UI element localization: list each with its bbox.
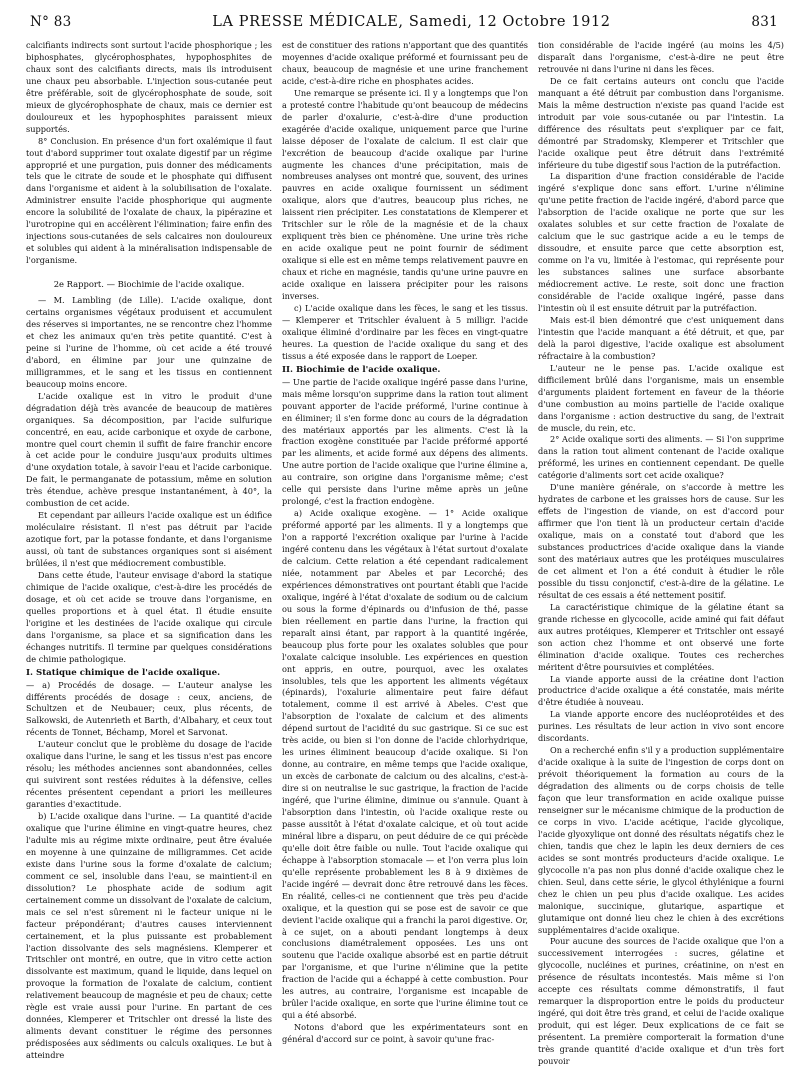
paragraph: Et cependant par ailleurs l'acide oxalique est un édifice moléculaire résistant. Il n'est pas détruit par l'acide azotique fort, par la potasse fondante, et dans l'organisme aussi, où tant de substances organiques sont si aisément brûlées, il n'est que médiocrement combustible. bbox=[26, 510, 272, 569]
journal-title-date: LA PRESSE MÉDICALE, Samedi, 12 Octobre 1912 bbox=[212, 14, 611, 30]
paragraph: tion considérable de l'acide ingéré (au moins les 4/5) disparaît dans l'organisme, c'est-à-dire ne peut être retrouvée ni dans l'urine ni dans les fèces. bbox=[538, 40, 784, 74]
paragraph: On a recherché enfin s'il y a production supplémentaire d'acide oxalique à la suite de l'ingestion de corps dont on prévoit théoriquement la formation au cours de la dégradation des aliments ou de corps choisis de telle façon que leur transformation en acide oxalique puisse renseigner sur le mécanisme chimique de la production de ce corps in vivo. L'acide acétique, l'acide glycolique, l'acide glyoxylique ont donné des résultats négatifs chez le chien, tandis que chez le lapin les deux derniers de ces acides se sont montrés producteurs d'acide oxalique. Le glycocolle n'a pas non plus donné d'acide oxalique chez le chien. Seul, dans cette série, le glycol éthylénique a fourni chez le chien un peu plus d'acide oxalique. Les acides malonique, succinique, glutarique, aspartique et glutamique ont donné lieu chez le chien à des excrétions supplémentaires d'acide oxalique. bbox=[538, 745, 784, 935]
section-title: 2e Rapport. — Biochimie de l'acide oxalique. bbox=[53, 279, 245, 290]
column-3 bbox=[538, 40, 784, 1075]
paragraph: — M. Lambling (de Lille). L'acide oxalique, dont certains organismes végétaux produisent et accumulent des réserves si importantes, ne se rencontre chez l'homme et chez les animaux qu'en très petite quantité. C'est à peine si l'urine de l'homme, où cet acide a été trouvé d'abord, en élimine par jour une quinzaine de milligrammes, et le sang et les tissus en contiennent beaucoup moins encore. bbox=[26, 295, 272, 389]
paragraph: 2° Acide oxalique sorti des aliments. — Si l'on supprime dans la ration tout aliment contenant de l'acide oxalique préformé, les urines en contiennent cependant. De quelle catégorie d'aliments sort cet acide oxalique? bbox=[538, 434, 784, 481]
subsection-heading: I. Statique chimique de l'acide oxalique. bbox=[26, 667, 221, 678]
paragraph: b) L'acide oxalique dans l'urine. — La quantité d'acide oxalique que l'urine élimine en vingt-quatre heures, chez l'adulte mis au régime mixte ordinaire, peut être évaluée en moyenne à une quinzaine de milligrammes. Cet acide existe dans l'urine sous la forme d'oxalate de calcium; comment ce sel, insoluble dans l'eau, se maintient-il en dissolution? Le phosphate acide de sodium agit certainement comme un dissolvant de l'oxalate de calcium, mais ce sel n'est sûrement ni le facteur unique ni le facteur prépondérant; d'autres causes interviennent certainement, et la plus puissante est probablement l'action dissolvante des sels magnésiens. Klemperer et Tritschler ont montré, en outre, que in vitro cette action dissolvante est maximum, quand le liquide, dans lequel on provoque la formation de l'oxalate de calcium, contient relativement beaucoup de magnésie et peu de chaux; cette règle est vraie aussi pour l'urine. En partant de ces données, Klemperer et Tritschler ont dressé la liste des aliments devant constituer le régime des personnes prédisposées aux sédiments ou calculs oxaliques. Le but à atteindre bbox=[26, 811, 272, 1061]
paragraph: L'auteur ne le pense pas. L'acide oxalique est difficilement brûlé dans l'organisme, mais un ensemble d'arguments plaident fortement en faveur de la théorie d'une combustion au moins partielle de l'acide oxalique dans l'organisme : action destructive du sang, de l'extrait de muscle, du rein, etc. bbox=[538, 362, 784, 433]
paragraph: D'une manière générale, on s'accorde à mettre les hydrates de carbone et les graisses hors de cause. Sur les effets de l'ingestion de viande, on est d'accord pour affirmer que l'on tient là un producteur certain d'acide oxalique, mais on a constaté tout d'abord que les substances productrices d'acide oxalique dans la viande sont des matériaux autres que les protéiques musculaires de cet aliment et l'on a été conduit à étudier le rôle possible du tissu conjonctif, c'est-à-dire de la gélatine. Le résultat de ces essais a été nettement positif. bbox=[538, 482, 784, 600]
text-columns bbox=[26, 40, 784, 1075]
paragraph: La viande apporte aussi de la créatine dont l'action productrice d'acide oxalique a été constatée, mais mérite d'être étudiée à nouveau. bbox=[538, 673, 784, 708]
paragraph: Notons d'abord que les expérimentateurs sont en général d'accord sur ce point, à savoir qu'une frac- bbox=[282, 1022, 528, 1045]
paragraph: c) L'acide oxalique dans les fèces, le sang et les tissus. — Klemperer et Tritschler évaluent à 5 milligr. l'acide oxalique éliminé d'ordinaire par les fèces en vingt-quatre heures. La question de l'acide oxalique du sang et des tissus a été exposée dans le rapport de Loeper. bbox=[282, 302, 528, 361]
paragraph: La viande apporte encore des nucléoprotéides et des purines. Les résultats de leur action in vivo sont encore discordants. bbox=[538, 709, 784, 744]
paragraph: L'acide oxalique est in vitro le produit d'une dégradation déjà très avancée de beaucoup de matières organiques. Sa décomposition, par l'acide sulfurique concentré, en eau, acide carbonique et oxyde de carbone, montre quel court chemin il suffit de faire franchir encore à cet acide pour le conduire jusqu'aux produits ultimes d'une oxydation totale, à savoir l'eau et l'acide carbonique. De fait, le permanganate de potassium, même en solution très étendue, achève presque instantanément, à 40°, la combustion de cet acide. bbox=[26, 390, 272, 509]
paragraph: a) Acide oxalique exogène. — 1° Acide oxalique préformé apporté par les aliments. Il y a longtemps que l'on a rapporté l'excrétion oxalique par l'urine à l'acide ingéré contenu dans les végétaux à l'état surtout d'oxalate de calcium. Cette relation a été cependant radicalement niée, notamment par Abeles et par Lecorché; des expériences démonstratives ont pourtant établi que l'acide oxalique, ingéré à l'état d'oxalate de sodium ou de calcium ou sous la forme d'épinards ou d'infusion de thé, passe bien réellement en partie dans l'urine, la fraction qui reparaît ainsi étant, par rapport à la quantité ingérée, beaucoup plus forte pour les oxalates solubles que pour l'oxalate calcique insoluble. Les expériences en question ont appris, en outre, pourquoi, avec les oxalates insolubles, tels que les apportent les aliments végétaux (épinards), l'oxalurie alimentaire peut faire défaut totalement, comme il est arrivé à Abeles. C'est que l'absorption de l'oxalate de calcium et des aliments dépend surtout de l'acidité du suc gastrique. Si ce suc est très acide, ou bien si l'on donne de l'acide chlorhydrique, les urines éliminent beaucoup d'acide oxalique. Si l'on donne, au contraire, en même temps que l'acide oxalique, un excès de carbonate de calcium ou des alcalins, c'est-à-dire si on neutralise le suc gastrique, la fraction de l'acide ingéré, que l'urine élimine, diminue ou s'annule. Quant à l'absorption dans l'intestin, où l'acide oxalique reste ou passe aussitôt à l'état d'oxalate calcique, et où tout acide minéral libre a disparu, on peut déduire de ce qui précède qu'elle doit être faible ou nulle. Tout l'acide oxalique qui échappe à l'absorption stomacale — et l'on verra plus loin qu'elle représente probablement les 8 à 9 dixièmes de l'acide ingéré — devrait donc être retrouvé dans les fèces. En réalité, celles-ci ne contiennent que très peu d'acide oxalique, et la question qui se pose est de savoir ce que devient l'acide oxalique qui a franchi la paroi digestive. Or, à ce sujet, on a abouti pendant longtemps à deux conclusions diamétralement opposées. Les uns ont soutenu que l'acide oxalique absorbé est en partie détruit par l'organisme, et que l'urine n'élimine que la petite fraction de l'acide qui a échappé à cette combustion. Pour les autres, au contraire, l'organisme est incapable de brûler l'acide oxalique, en sorte que l'urine élimine tout ce qui a été absorbé. bbox=[282, 508, 528, 1021]
paragraph: — a) Procédés de dosage. — L'auteur analyse les différents procédés de dosage : ceux, anciens, de Schultzen et de Neubauer; ceux, plus récents, de Salkowski, de Autenrieth et Barth, d'Albahary, et ceux tout récents de Tonnet, Béchamp, Morel et Sarvonat. bbox=[26, 679, 272, 738]
paragraph: La caractéristique chimique de la gélatine étant sa grande richesse en glycocolle, acide aminé qui fait défaut aux autres protéiques, Klemperer et Tritschler ont essayé son action chez l'homme et ont observé une forte élimination d'acide oxalique. Toutes ces recherches méritent d'être poursuivies et complétées. bbox=[538, 601, 784, 672]
paragraph: — Une partie de l'acide oxalique ingéré passe dans l'urine, mais même lorsqu'on supprime dans la ration tout aliment pouvant apporter de l'acide préformé, l'urine continue à en éliminer; il s'en forme donc au cours de la dégradation des matériaux apportés par les aliments. C'est là la fraction exogène constituée par l'acide préformé apporté par les aliments, et acide formé aux dépens des aliments. Une autre portion de l'acide oxalique que l'urine élimine a, au contraire, son origine dans l'organisme même; c'est celle qui persiste dans l'urine même après un jeûne prolongé, c'est la fraction endogène. bbox=[282, 376, 528, 507]
paragraph: La disparition d'une fraction considérable de l'acide ingéré s'explique donc sans effort. L'urine n'élimine qu'une petite fraction de l'acide ingéré, d'abord parce que l'absorption de l'acide oxalique ne porte que sur les oxalates solubles et sur cette fraction de l'oxalate de calcium que le suc gastrique acide a eu le temps de dissoudre, et ensuite parce que cette absorption est, comme on l'a vu, limitée à l'estomac, qui représente pour les substances salines une surface absorbante médiocrement active. Le reste, soit donc une fraction considérable de l'acide oxalique ingéré, passe dans l'intestin où il est ensuite détruit par la putréfaction. bbox=[538, 171, 784, 313]
paragraph: De ce fait certains auteurs ont conclu que l'acide manquant a été détruit par combustion dans l'organisme. Mais la même destruction n'existe pas quand l'acide est introduit par voie sous-cutanée ou par l'intestin. La différence des résultats peut s'expliquer par ce fait, démontré par Stradomsky, Klemperer et Tritschler que l'acide oxalique peut être détruit dans l'extrémité inférieure du tube digestif sous l'action de la putréfaction. bbox=[538, 75, 784, 170]
paragraph: L'auteur conclut que le problème du dosage de l'acide oxalique dans l'urine, le sang et les tissus n'est pas encore résolu; les méthodes anciennes sont abandonnées, celles qui suivirent sont restées réduites à la défensive, celles récentes présentent cependant a priori les meilleures garanties d'exactitude. bbox=[26, 739, 272, 810]
subsection-heading: II. Biochimie de l'acide oxalique. bbox=[282, 364, 441, 375]
running-head bbox=[30, 12, 778, 32]
paragraph: Une remarque se présente ici. Il y a longtemps que l'on a protesté contre l'habitude qu'ont beaucoup de médecins de parler d'oxalurie, c'est-à-dire d'une production exagérée d'acide oxalique, uniquement parce que l'urine laisse déposer de l'oxalate de calcium. Il est clair que l'excrétion de beaucoup d'acide oxalique par l'urine augmente les chances d'une précipitation, mais de nombreuses analyses ont montré que, souvent, des urines pauvres en acide oxalique fournissent un sédiment oxalique, alors que d'autres, beaucoup plus riches, ne laissent rien précipiter. Les constatations de Klemperer et Tritschler sur le rôle de la magnésie et de la chaux expliquent très bien ce phénomène. Une urine très riche en acide oxalique peut ne point fournir de sédiment oxalique si elle est en même temps relativement pauvre en chaux et riche en magnésie, tandis qu'une urine pauvre en acide oxalique en laissera précipiter pour les raisons inverses. bbox=[282, 87, 528, 302]
paragraph: est de constituer des rations n'apportant que des quantités moyennes d'acide oxalique préformé et fournissant peu de chaux, beaucoup de magnésie et une urine franchement acide, c'est-à-dire riche en phosphates acides. bbox=[282, 40, 528, 86]
issue-number: N° 83 bbox=[30, 14, 72, 30]
column-2 bbox=[282, 40, 528, 1075]
paragraph: 8° Conclusion. En présence d'un fort oxalémique il faut tout d'abord supprimer tout oxalate digestif par un régime approprié et une purgation, puis donner des médicaments tels que le citrate de soude et le phosphate qui diffusent dans l'organisme et aident à la solubilisation de l'oxalate. Administrer ensuite l'acide phosphorique qui augmente encore la solubilité de l'oxalate de chaux, la pipérazine et l'urotropine qui en accélèrent l'élimination; faire enfin des injections sous-cutanées de sels calcaires non douloureux et solubles qui aident à la minéralisation indispensable de l'organisme. bbox=[26, 135, 272, 266]
paragraph: Pour aucune des sources de l'acide oxalique que l'on a successivement interrogées : sucres, gélatine et glycocolle, nucléines et purines, créatinine, on n'est en présence de résultats incontestés. Mais même si l'on accepte ces résultats comme démonstratifs, il faut remarquer la disproportion entre le poids du producteur ingéré, qui doit être très grand, et celui de l'acide oxalique produit, qui est léger. Deux explications de ce fait se présentent. La première comporterait la formation d'une très grande quantité d'acide oxalique et d'un très fort pouvoir bbox=[538, 936, 784, 1067]
paragraph: calcifiants indirects sont surtout l'acide phosphorique ; les biphosphates, glycérophosphates, hypophosphites de chaux sont des calcifiants directs, mais ils introduisent une chaux peu absorbable. L'injection sous-cutanée peut être préférable, soit de glycérophosphate de soude, soit mieux de glycérophosphate de chaux, mais ce dernier est douloureux et les hypophosphites paraissent mieux supportés. bbox=[26, 40, 272, 134]
column-1 bbox=[26, 40, 272, 1075]
paragraph: Dans cette étude, l'auteur envisage d'abord la statique chimique de l'acide oxalique, c'est-à-dire les procédés de dosage, et où cet acide se trouve dans l'organisme, en quelles proportions et à quel état. Il étudie ensuite l'origine et les destinées de l'acide oxalique qui circule dans l'organisme, sa place et sa signification dans les échanges nutritifs. Il termine par quelques considérations de chimie pathologique. bbox=[26, 569, 272, 664]
paragraph: Mais est-il bien démontré que c'est uniquement dans l'intestin que l'acide manquant a été détruit, et que, par delà la paroi digestive, l'acide oxalique est absolument réfractaire à la combustion? bbox=[538, 314, 784, 361]
page-number: 831 bbox=[751, 14, 778, 30]
